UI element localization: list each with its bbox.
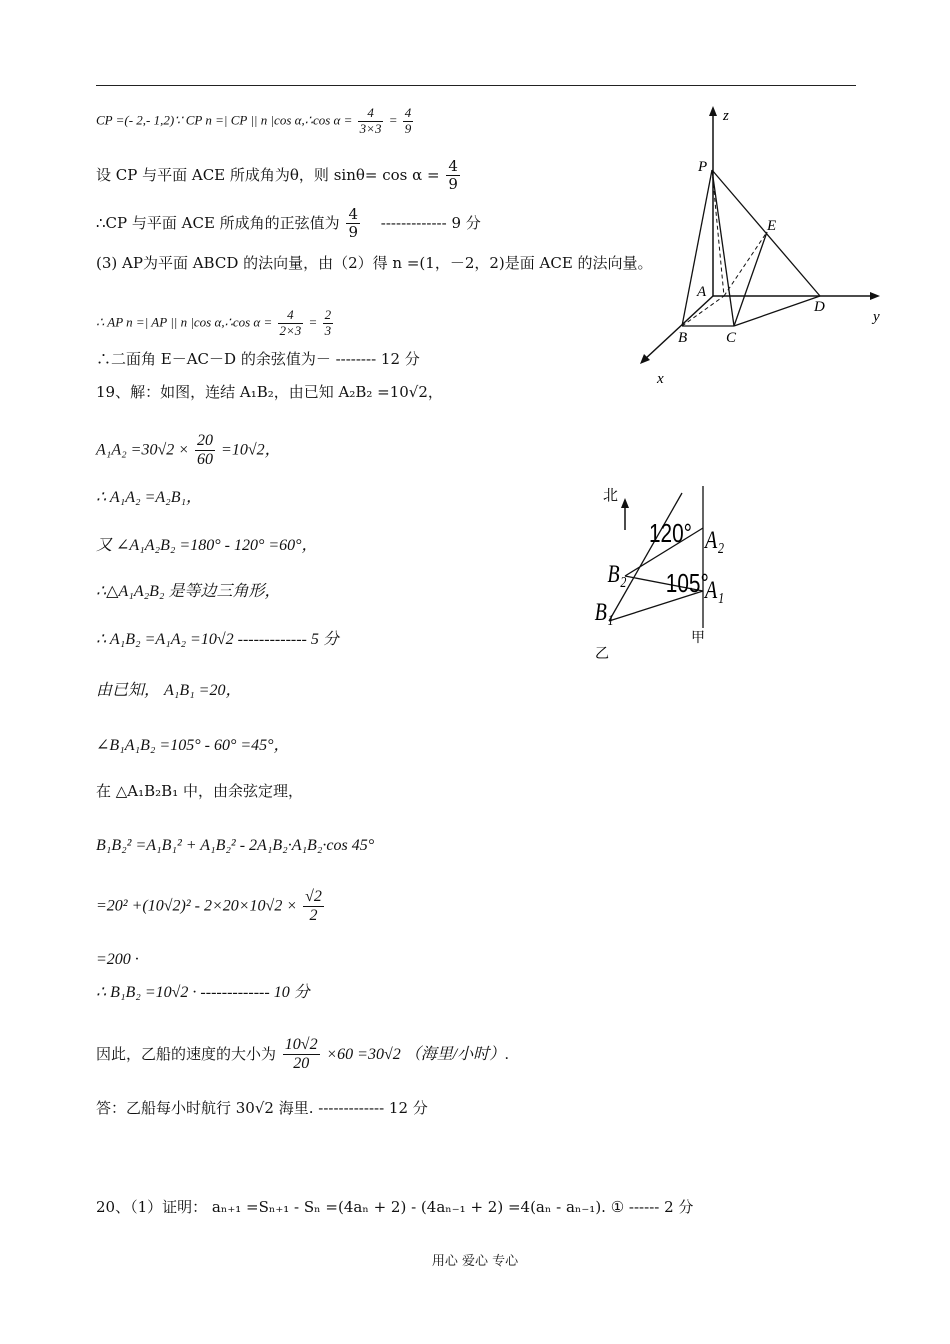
north-arrow-head — [621, 498, 629, 508]
edge-pb — [682, 170, 712, 326]
label-b: B — [678, 330, 688, 346]
header-rule — [96, 85, 856, 86]
dihedral-angle-line: ∴二面角 E－AC－D 的余弦值为－ -------- 12 分 — [96, 350, 420, 368]
law-of-cosines-intro: 在 △A₁B₂B₁ 中，由余弦定理， — [96, 782, 303, 800]
label-c: C — [726, 330, 737, 346]
label-jia: 甲 — [691, 631, 705, 646]
edge-ae — [724, 232, 767, 296]
edge-cd — [734, 296, 820, 326]
edge-pa — [712, 170, 724, 296]
sine-value-line: ∴CP 与平面 ACE 所成角的正弦值为 $\frac{4}{9}$ ------------- 9 分 — [96, 205, 481, 242]
speed-line: 因此，乙船的速度的大小为 $\frac{10√2}{20}$ ×60 =30√2 （海里/小时）. — [96, 1036, 510, 1073]
normal-vector-line: (3) AP为平面 ABCD 的法向量，由（2）得 n =(1，－2，2)是面 ACE 的法向量。 — [96, 254, 653, 272]
label-a: A — [697, 284, 707, 300]
eq-a1a2-a2b1: ∴ A₁A₂ =A₂B₁， — [96, 489, 203, 506]
z-axis-arrow — [709, 106, 717, 116]
label-b2: B₂ — [607, 559, 627, 588]
eq-a1b2: ∴ A₁B₂ =A₁A₂ =10√2 ------------- 5 分 — [96, 631, 339, 648]
label-yi: 乙 — [595, 647, 609, 662]
eq-law-of-cosines: B₁B₂² =A₁B₁² + A₁B₂² - 2A₁B₂·A₁B₂·cos 45° — [96, 837, 375, 854]
label-a2: A₂ — [705, 525, 725, 554]
eq-200: =200 · — [96, 951, 139, 968]
equilateral-line: ∴△A₁A₂B₂ 是等边三角形， — [96, 583, 281, 600]
eq-ap-cos: ∴ AP n =| AP || n |cos α,∴cos α = $\frac{4}{2\times 3}$ = $\frac{2}{3}$ — [96, 307, 332, 338]
eq-a1a2: A₁A₂ =30√2 × $\frac{20}{60}$ =10√2， — [96, 432, 281, 469]
label-p: P — [698, 159, 708, 175]
label-z: z — [723, 108, 729, 124]
eq-angle-60: 又 ∠A₁A₂B₂ =180° - 120° =60°， — [96, 537, 318, 554]
label-y: y — [873, 309, 880, 325]
x-axis — [644, 296, 713, 360]
eq-b1b2: ∴ B₁B₂ =10√2 · ------------- 10 分 — [96, 984, 310, 1001]
page-footer: 用心 爱心 专心 — [431, 1254, 519, 1269]
label-north: 北 — [603, 488, 619, 504]
label-angle-120: 120° — [649, 518, 692, 548]
label-a1: A₁ — [705, 575, 725, 604]
pyramid-figure — [630, 100, 890, 390]
edge-pc — [712, 170, 734, 326]
label-b1: B₁ — [594, 597, 614, 626]
label-d: D — [814, 299, 825, 315]
edge-ba — [682, 296, 724, 326]
problem-20-start: 20、（1）证明： aₙ₊₁ =Sₙ₊₁ - Sₙ =(4aₙ + 2) - (4aₙ₋₁ + 2) =4(aₙ - aₙ₋₁). ① ------ 2 分 — [96, 1198, 694, 1216]
answer-line: 答：乙船每小时航行 30√2 海里. ------------- 12 分 — [96, 1099, 428, 1117]
eq-a1b1: 由已知， A₁B₁ =20， — [96, 682, 242, 699]
label-x: x — [657, 371, 664, 387]
eq-angle-45: ∠B₁A₁B₂ =105° - 60° =45°， — [96, 737, 290, 754]
navigation-figure — [585, 478, 755, 668]
label-e: E — [767, 218, 777, 234]
edge-ce — [734, 232, 767, 326]
y-axis-arrow — [870, 292, 880, 300]
eq-cp-cos: CP =(- 2,- 1,2)∵ CP n =| CP || n |cos α,∴cos α = $\frac{4}{3\times 3}$ = $\frac{4}{9}$ — [96, 105, 412, 136]
label-angle-105: 105° — [665, 568, 709, 598]
eq-substitution: =20² +(10√2)² - 2×20×10√2 × $\frac{√2}{2}$ — [96, 888, 322, 925]
problem-19-start: 19、解：如图，连结 A₁B₂，由已知 A₂B₂ =10√2， — [96, 383, 443, 401]
sin-theta-line: 设 CP 与平面 ACE 所成角为θ，则 sinθ= cos α = $\frac{4}{9}$ — [96, 157, 458, 194]
